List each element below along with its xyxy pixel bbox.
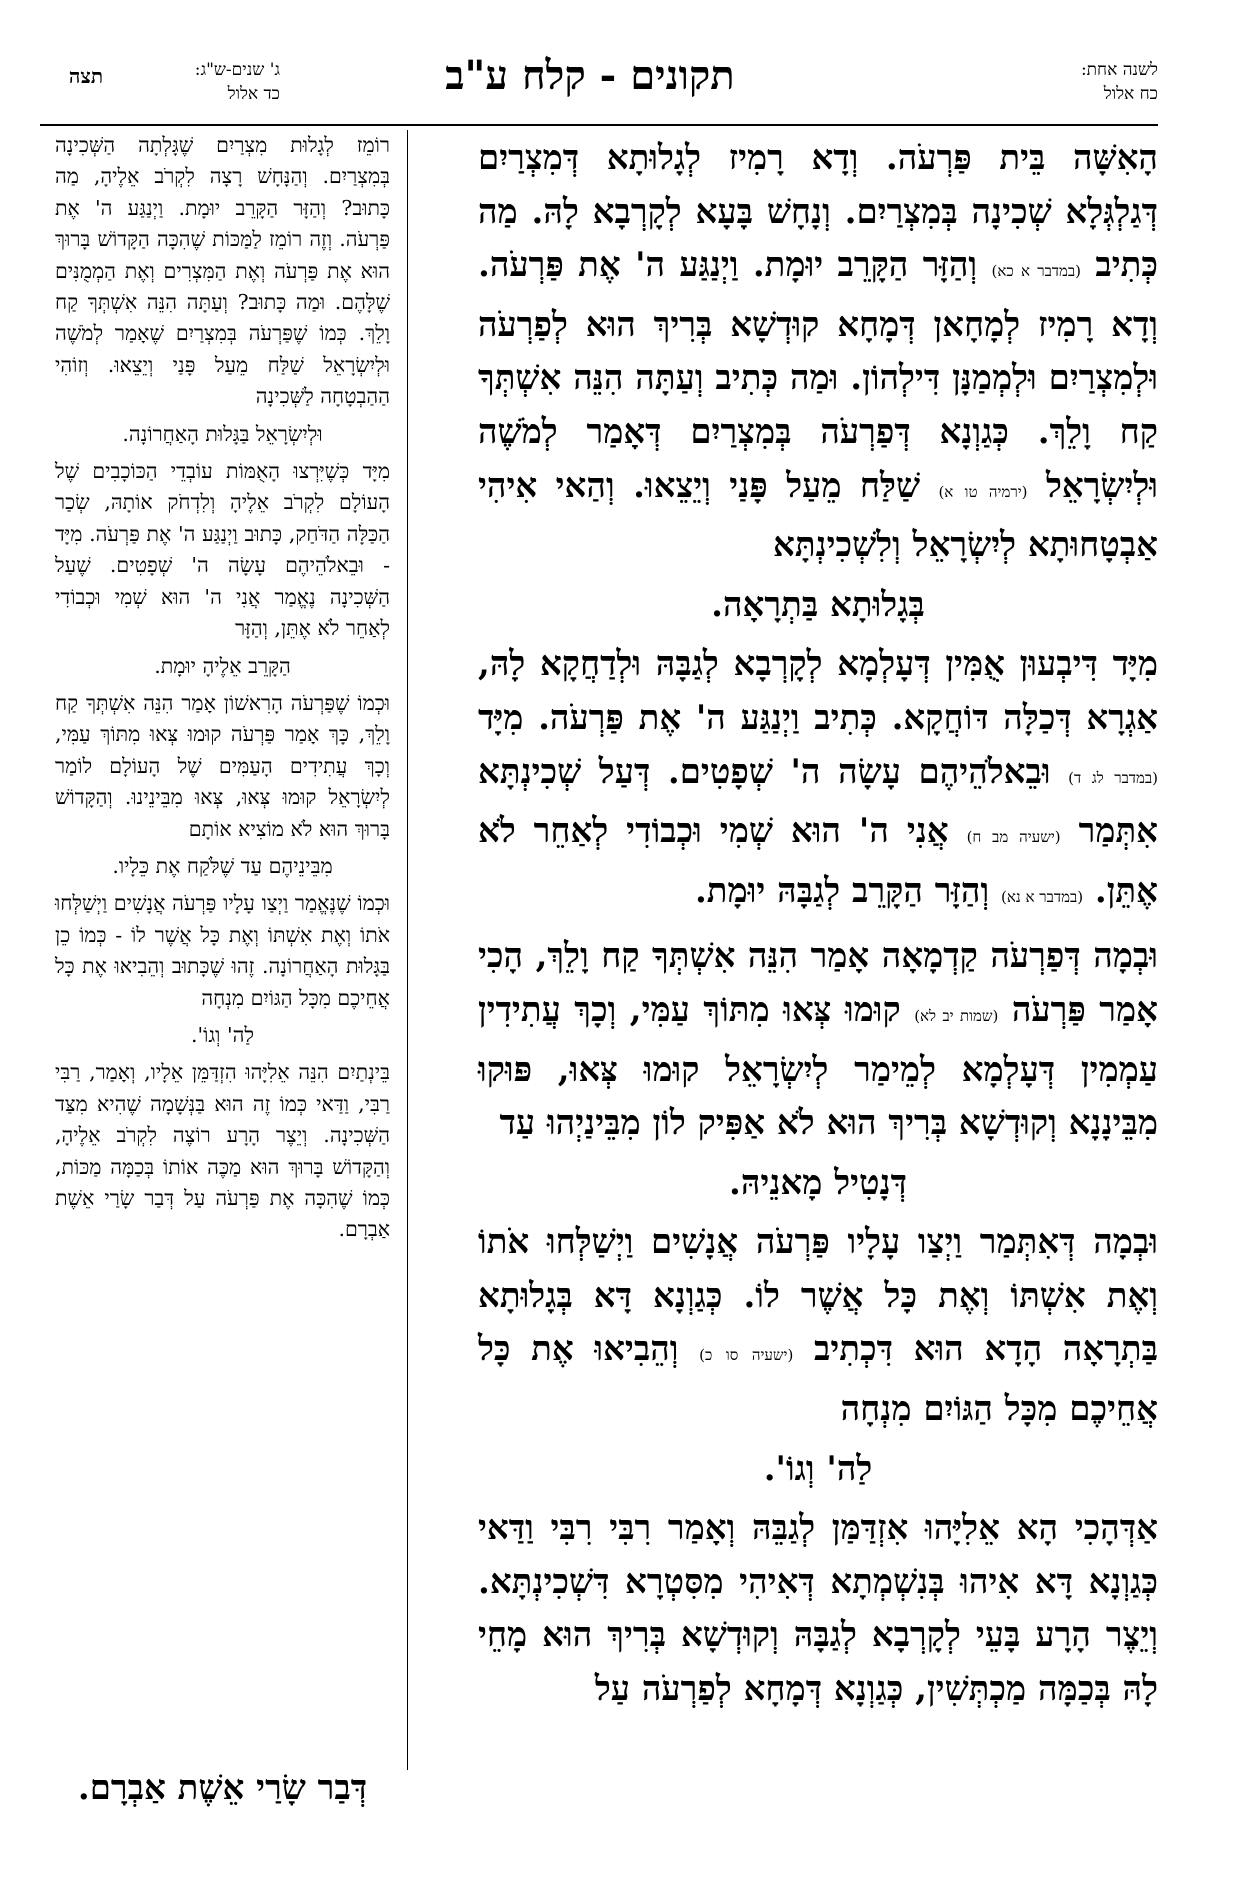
main-paragraph-1-end: בְּגָלוּתָא בַּתְרָאָה. xyxy=(711,584,925,625)
page-title: תקונים - קלח ע"ב xyxy=(445,52,735,99)
header-right-line-1: לשנה אחת: xyxy=(1080,60,1158,80)
header-left-line-1: ג' שנים-ש"ג: xyxy=(194,60,280,80)
main-paragraph-3 xyxy=(478,930,1158,1150)
header-left-note xyxy=(110,58,280,106)
main-paragraph-5: אַדְּהָכִי הָא אֵלִיָּהוּ אִזְדַּמַּן לְגַבֵּהּ וְאָמַר רִבִּי רִבִּי וַדַּאי כְּגַוְנָא דָּא אִיהוּ בְּנִשְׁמְתָא דְּאִיהִי מִסִּטְרָא דִּשְׁכִינְתָּא. וְיֵצֶר הָרָע בָּעֵי לְקָרְבָא לְגַבָּהּ וְקוּדְשָׁא בְּרִיךְ הוּא מָחֵי לָהּ בְּכַמָּה מַכְתְּשִׁין, כְּגַוְנָא דְּמָחָא לְפַרְעֹה עַל xyxy=(478,1508,1158,1710)
header-left-line-2: כד אלול xyxy=(227,84,280,104)
side-paragraph-5: בֵּינְתַיִם הִנֵּה אֵלִיָּהוּ הִזְדַּמֵּן אֵלָיו, וְאָמַר, רַבִּי רַבִּי, וַדַּאי כְּמוֹ זֶה הוּא בַּנְּשָׁמָה שֶׁהִיא מִצַּד הַשְּׁכִינָה. וְיֵצֶר הָרָע רוֹצֶה לִקְרֹב אֵלֶיהָ, וְהַקָּדוֹשׁ בָּרוּךְ הוּא מַכֶּה אוֹתוֹ בְּכַמָּה מַכּוֹת, כְּמוֹ שֶׁהִכָּה אֶת פַּרְעֹה עַל דְּבַר שָׂרַי אֵשֶׁת אַבְרָם. xyxy=(55,1060,390,1242)
verse-reference: (שמות יב לא) xyxy=(914,1006,999,1025)
main-text: וְהַזָּר הַקָּרֵב יוּמָת. וַיְנַגַּע ה' אֶת פַּרְעֹה. וְדָא רָמִיז לְמָחָאן דְּמָחָא קוּדְשָׁא בְּרִיךְ הוּא לְפַרְעֹה וּלְמִצְרַיִם וּלְמְמַנָּן דִּילְהוֹן. וּמַה כְּתִיב וְעַתָּה הִנֵּה אִשְׁתְּךָ קַח וָלֵךְ. כְּגַוְנָא דְּפַרְעֹה בְּמִצְרַיִם דְּאָמַר לְמֹשֶׁה וּלְיִשְׂרָאֵל xyxy=(478,245,1158,506)
main-text: אֲנִי ה' הוּא שְׁמִי וּכְבוֹדִי לְאַחֵר לֹא אֶתֵּן. xyxy=(478,811,1158,911)
main-text: וְהַזָּר הַקָּרֵב לְגַבָּהּ יוּמָת. xyxy=(694,870,990,911)
side-paragraph-2-end: הַקָּרֵב אֵלֶיהָ יוּמָת. xyxy=(154,653,291,678)
main-paragraph-3-end: דְּנָטִיל מָאנֵיהּ. xyxy=(729,1162,907,1203)
verse-reference: (ישעיה מב ח) xyxy=(966,828,1061,847)
main-paragraph-5-end: דְּבַר שָׂרַי אֵשֶׁת אַבְרָם. xyxy=(77,1768,368,1808)
side-paragraph-3-end: מִבֵּינֵיהֶם עַד שֶׁלֹּקַח אֶת כֵּלָיו. xyxy=(112,853,333,878)
translation-column xyxy=(55,130,390,1770)
column-divider xyxy=(407,130,408,1770)
main-paragraph-2 xyxy=(478,638,1158,924)
main-paragraph-1 xyxy=(478,132,1158,573)
side-paragraph-4-end: לַה' וְגוֹ'. xyxy=(191,1022,254,1047)
main-text: שַׁלַּח מֵעַל פָּנַי וְיֵצֵאוּ. וְהַאי אִיהִי אַבְטָחוּתָא לְיִשְׂרָאֵל וְלִשְׁכִינְתָּא xyxy=(478,465,1158,566)
side-paragraph-1: רוֹמֵז לְגָלוּת מִצְרַיִם שֶׁגָּלְתָה הַשְּׁכִינָה בְּמִצְרַיִם. וְהַנָּחָשׁ רָצָה לִקְרֹב אֵלֶיהָ, מַה כָּתוּב? וְהַזָּר הַקָּרֵב יוּמָת. וַיְנַגַּע ה' אֶת פַּרְעֹה. וְזֶה רוֹמֵז לַמַּכּוֹת שֶׁהִכָּה הַקָּדוֹשׁ בָּרוּךְ הוּא אֶת פַּרְעֹה וְאֶת הַמִּצְרִים וְאֶת הַמְמֻנִּים שֶׁלָּהֶם. וּמַה כָּתוּב? וְעַתָּה הִנֵּה אִשְׁתְּךָ קַח וָלֵךְ. כְּמוֹ שֶׁפַּרְעֹה בְּמִצְרַיִם שֶׁאָמַר לְמֹשֶׁה וּלְיִשְׂרָאֵל שַׁלַּח מֵעַל פָּנַי וְיֵצֵאוּ. וְזוֹהִי הַהַבְטָחָה לַשְּׁכִינָה xyxy=(55,133,390,409)
main-text: וּבֵאלֹהֵיהֶם עָשָׂה ה' שְׁפָטִים. דְּעַל שְׁכִינְתָּא אִתְּמַר xyxy=(478,751,1159,852)
verse-reference: (במדבר א נא) xyxy=(1001,887,1084,906)
side-paragraph-4: וּכְמוֹ שֶׁנֶּאֱמַר וַיְצַו עָלָיו פַּרְעֹה אֲנָשִׁים וַיְשַׁלְּחוּ אֹתוֹ וְאֶת אִשְׁתּוֹ וְאֶת כָּל אֲשֶׁר לוֹ - כְּמוֹ כֵן בַּגָּלוּת הָאַחֲרוֹנָה. זֶהוּ שֶׁכָּתוּב וְהֵבִיאוּ אֶת כָּל אֲחֵיכֶם מִכָּל הַגּוֹיִם מִנְחָה xyxy=(55,891,390,1010)
main-paragraph-4-end: לַה' וְגוֹ'. xyxy=(763,1448,873,1489)
main-text: וְהֵבִיאוּ אֶת כָּל אֲחֵיכֶם מִכָּל הַגּוֹיִם מִנְחָה xyxy=(478,1329,1158,1430)
main-text: מִיָּד דִּיבְעוּן אֻמִּין דְּעָלְמָא לְקָרְבָא לְגַבָּהּ וּלְדַחֲקָא לָהּ, אַגְרָא דְּכַלָּה דּוֹחֲקָא. כְּתִיב וַיְנַגַּע ה' אֶת פַּרְעֹה. מִיָּד xyxy=(478,644,1158,738)
side-paragraph-1-end: וּלְיִשְׂרָאֵל בַּגָּלוּת הָאַחֲרוֹנָה. xyxy=(122,421,323,446)
main-text: קוּמוּ צְּאוּ מִתּוֹךְ עַמִּי, וְכָךְ עֲתִידִין עַמְמִין דְּעָלְמָא לְמֵימַר לְיִשְׂרָאֵל קוּמוּ צְּאוּ, פּוּקוּ מִבֵּינָנָא וְקוּדְשָׁא בְּרִיךְ הוּא לֹא אַפִּיק לוֹן מִבֵּינַיְהוּ עַד xyxy=(478,989,1158,1144)
verse-reference: (ישעיה סו כ) xyxy=(699,1346,794,1365)
verse-reference: (במדבר א כא) xyxy=(991,262,1081,281)
main-text: וּבְמָה דְּפַרְעֹה קַדְמָאָה אָמַר הִנֵּה אִשְׁתְּךָ קַח וָלֵךְ, הָכִי אָמַר פַּרְעֹה xyxy=(478,936,1158,1030)
header-right-note xyxy=(998,58,1158,106)
main-text: הָאִשָּׁה בֵּית פַּרְעֹה. וְדָא רָמִיז לְגָלוּתָא דְּמִצְרַיִם דְּגַלְגְּלָא שְׁכִינָה בְּמִצְרַיִם. וְנָחָשׁ בָּעָא לְקָרְבָא לָהּ. מַה כְּתִיב xyxy=(478,138,1158,286)
main-paragraph-4 xyxy=(478,1216,1158,1436)
verse-reference: (ירמיה טו א) xyxy=(938,482,1028,501)
side-paragraph-3: וּכְמוֹ שֶׁפַּרְעֹה הָרִאשׁוֹן אָמַר הִנֵּה אִשְׁתְּךָ קַח וָלֵךְ, כָּךְ אָמַר פַּרְעֹה קוּמוּ צְּאוּ מִתּוֹךְ עַמִּי, וְכָךְ עֲתִידִים הָעַמִּים שֶׁל הָעוֹלָם לוֹמַר לְיִשְׂרָאֵל קוּמוּ צְּאוּ, צְּאוּ מִבֵּינֵינוּ. וְהַקָּדוֹשׁ בָּרוּךְ הוּא לֹא מוֹצִיא אוֹתָם xyxy=(55,690,390,841)
side-paragraph-2: מִיָּד כְּשֶׁיִּרְצוּ הָאֻמּוֹת עוֹבְדֵי הַכּוֹכָבִים שֶׁל הָעוֹלָם לִקְרֹב אֵלֶיהָ וְלִדְחֹק אוֹתָהּ, שְׂכַר הַכַּלָּה הַדֹּחַק, כָּתוּב וַיְנַגַּע ה' אֶת פַּרְעֹה. מִיָּד - וּבֵאלֹהֵיהֶם עָשָׂה ה' שְׁפָטִים. שֶׁעַל הַשְּׁכִינָה נֶאֱמַר אֲנִי ה' הוּא שְׁמִי וּכְבוֹדִי לְאַחֵר לֹא אֶתֵּן, וְהַזָּר xyxy=(55,459,390,641)
page-number: תצה xyxy=(68,64,104,88)
header-right-line-2: כח אלול xyxy=(1103,84,1158,104)
main-text-column xyxy=(478,132,1158,1812)
verse-reference: (במדבר לג ד) xyxy=(1068,768,1158,787)
main-text: וּבְמָה דְּאִתְּמַר וַיְצַו עָלָיו פַּרְעֹה אֲנָשִׁים וַיְשַׁלְּחוּ אֹתוֹ וְאֶת אִשְׁתּוֹ וְאֶת כָּל אֲשֶׁר לוֹ. כְּגַוְנָא דָּא בְּגָלוּתָא בַּתְרָאָה הָדָא הוּא דִּכְתִיב xyxy=(478,1222,1158,1370)
header-divider xyxy=(40,124,1158,126)
